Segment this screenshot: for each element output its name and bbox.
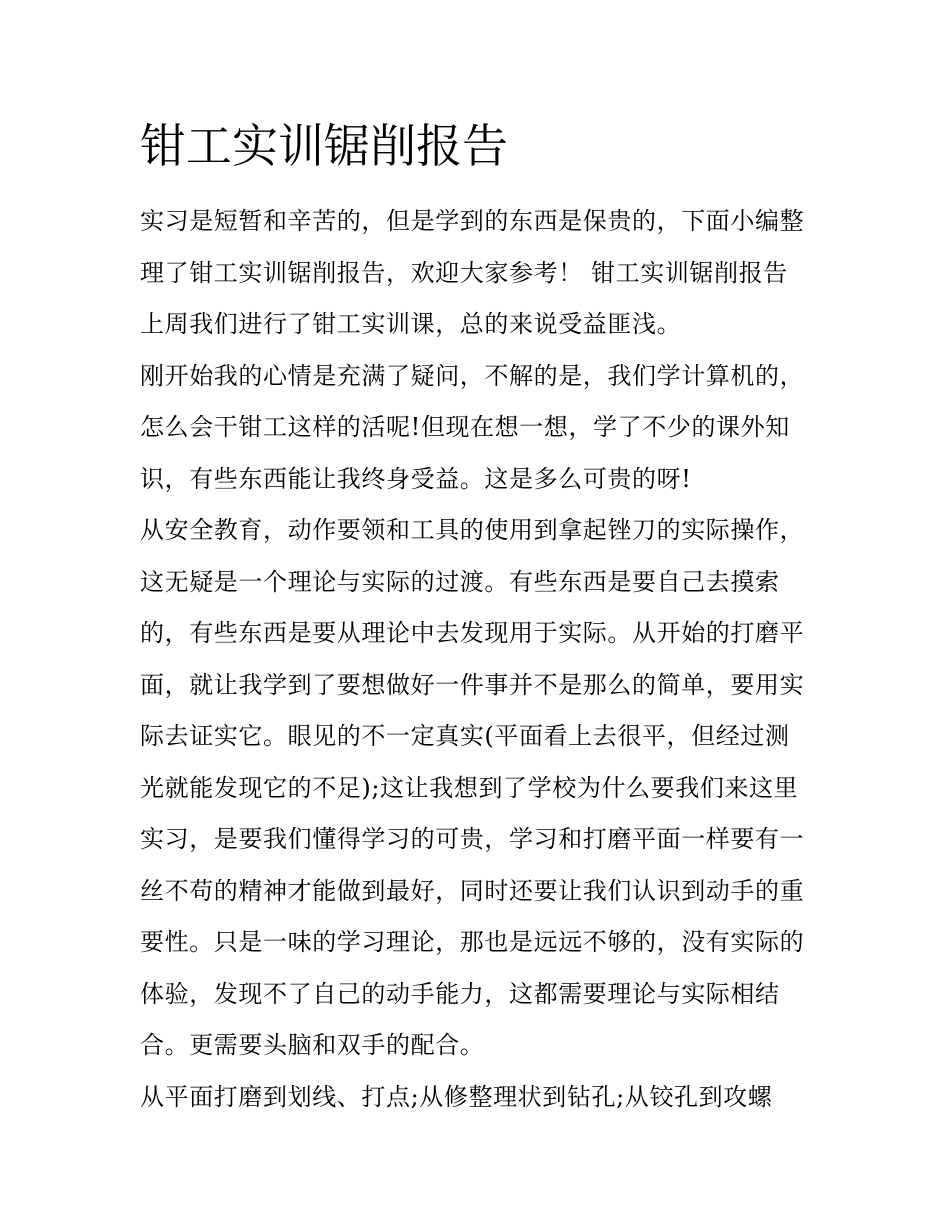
body-line: 理了钳工实训锯削报告，欢迎大家参考！ 钳工实训锯削报告: [140, 258, 788, 287]
body-line: 从安全教育，动作要领和工具的使用到拿起锉刀的实际操作，: [140, 516, 805, 544]
body-line: 面，就让我学到了要想做好一件事并不是那么的简单，要用实: [140, 670, 805, 699]
body-line: 从平面打磨到划线、打点;从修整理状到钻孔;从铰孔到攻螺: [140, 1082, 773, 1111]
body-line: 光就能发现它的不足);这让我想到了学校为什么要我们来这里: [140, 773, 799, 802]
document-title: 钳工实训锯削报告: [140, 119, 508, 173]
body-line: 实习是短暂和辛苦的，但是学到的东西是保贵的，下面小编整: [140, 207, 805, 235]
body-line: 怎么会干钳工这样的活呢!但现在想一想，学了不少的课外知: [140, 413, 790, 441]
body-line: 丝不苟的精神才能做到最好，同时还要让我们认识到动手的重: [140, 876, 805, 905]
body-line: 体验，发现不了自己的动手能力，这都需要理论与实际相结: [140, 979, 780, 1008]
body-line: 的，有些东西是要从理论中去发现用于实际。从开始的打磨平: [140, 619, 805, 647]
document-body: [140, 196, 820, 1123]
body-line: 合。更需要头脑和双手的配合。: [140, 1031, 485, 1059]
body-line: 要性。只是一味的学习理论，那也是远远不够的，没有实际的: [140, 928, 805, 956]
body-line: 这无疑是一个理论与实际的过渡。有些东西是要自己去摸索: [140, 567, 780, 596]
body-line: 实习，是要我们懂得学习的可贵，学习和打磨平面一样要有一: [140, 825, 805, 853]
body-line: 际去证实它。眼见的不一定真实(平面看上去很平，但经过测: [140, 722, 790, 750]
body-line: 刚开始我的心情是充满了疑问，不解的是，我们学计算机的，: [140, 361, 805, 390]
body-line: 识，有些东西能让我终身受益。这是多么可贵的呀!: [140, 464, 692, 493]
body-line: 上周我们进行了钳工实训课，总的来说受益匪浅。: [140, 310, 682, 338]
